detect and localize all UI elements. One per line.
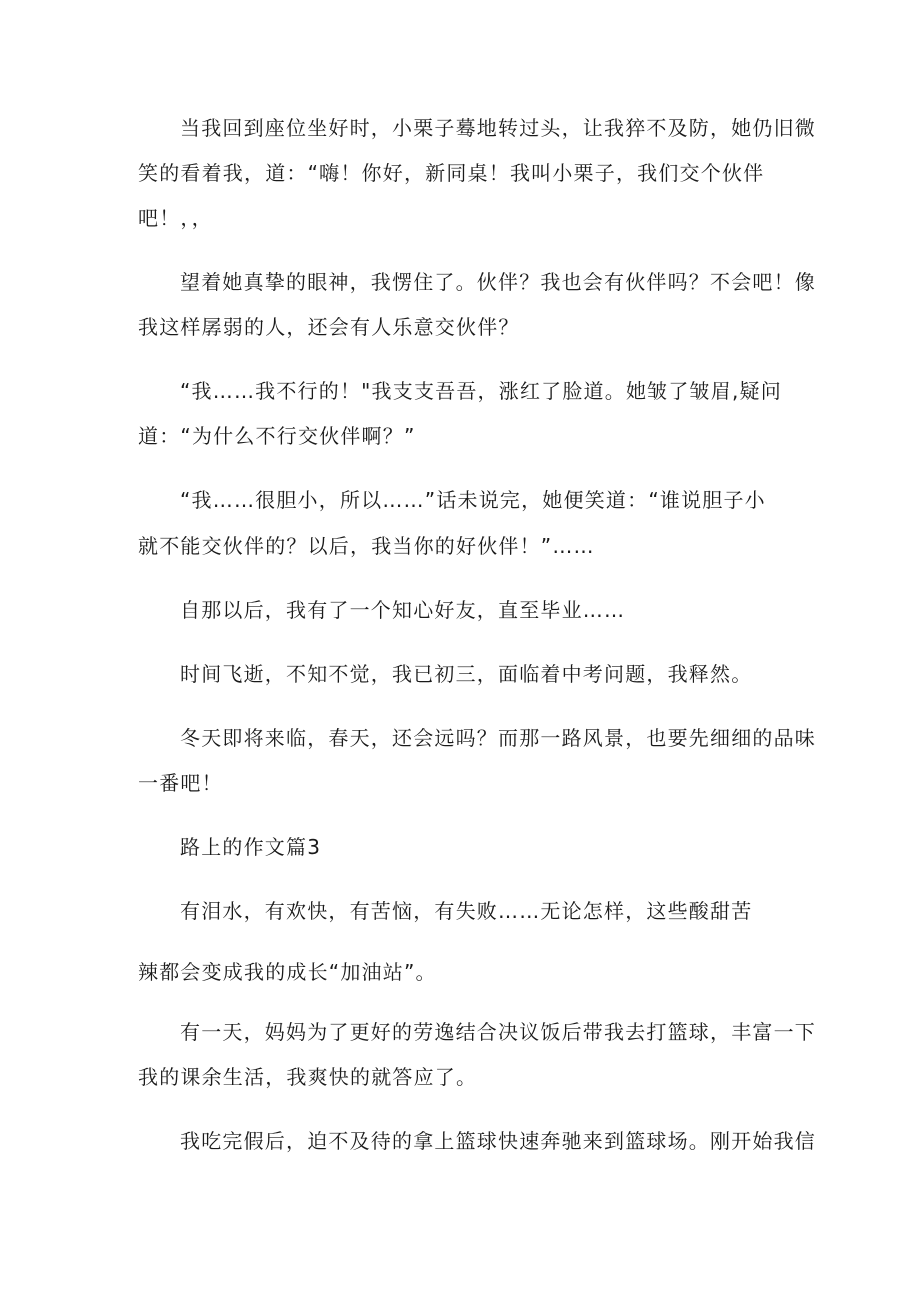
text-line: 我这样孱弱的人，还会有人乐意交伙伴？: [138, 315, 520, 339]
text-line: 有一天，妈妈为了更好的劳逸结合决议饭后带我去打篮球，丰富一下: [180, 1020, 816, 1044]
text-line: 当我回到座位坐好时，小栗子蓦地转过头，让我猝不及防，她仍旧微: [180, 116, 816, 140]
text-line: 自那以后，我有了一个知心好友，直至毕业……: [180, 598, 626, 622]
text-line: 辣都会变成我的成长“加油站”。: [138, 960, 437, 984]
text-line: 望着她真挚的眼神，我愣住了。伙伴？我也会有伙伴吗？不会吧！像: [180, 270, 816, 294]
text-line: “我……很胆小，所以……”话未说完，她便笑道：“谁说胆子小: [180, 488, 766, 512]
text-line: 笑的看着我，道：“嗨！你好，新同桌！我叫小栗子，我们交个伙伴: [138, 161, 765, 185]
text-line: 就不能交伙伴的？以后，我当你的好伙伴！”……: [138, 534, 595, 558]
text-line: 一番吧！: [138, 771, 223, 795]
text-line: 我吃完假后，迫不及待的拿上篮球快速奔驰来到篮球场。刚开始我信: [180, 1129, 816, 1153]
text-line: 时间飞逝，不知不觉，我已初三，面临着中考问题，我释然。: [180, 662, 753, 686]
text-line: 吧！，，: [138, 206, 213, 230]
text-line: 有泪水，有欢快，有苦恼，有失败……无论怎样，这些酸甜苦: [180, 899, 753, 923]
section-heading: 路上的作文篇3: [180, 835, 322, 859]
text-line: 道：“为什么不行交伙伴啊？”: [138, 424, 416, 448]
text-line: “我……我不行的！"我支支吾吾，涨红了脸道。她皱了皱眉,疑问: [180, 379, 782, 403]
text-line: 冬天即将来临，春天，还会远吗？而那一路风景，也要先细细的品味: [180, 726, 816, 750]
text-line: 我的课余生活，我爽快的就答应了。: [138, 1065, 478, 1089]
